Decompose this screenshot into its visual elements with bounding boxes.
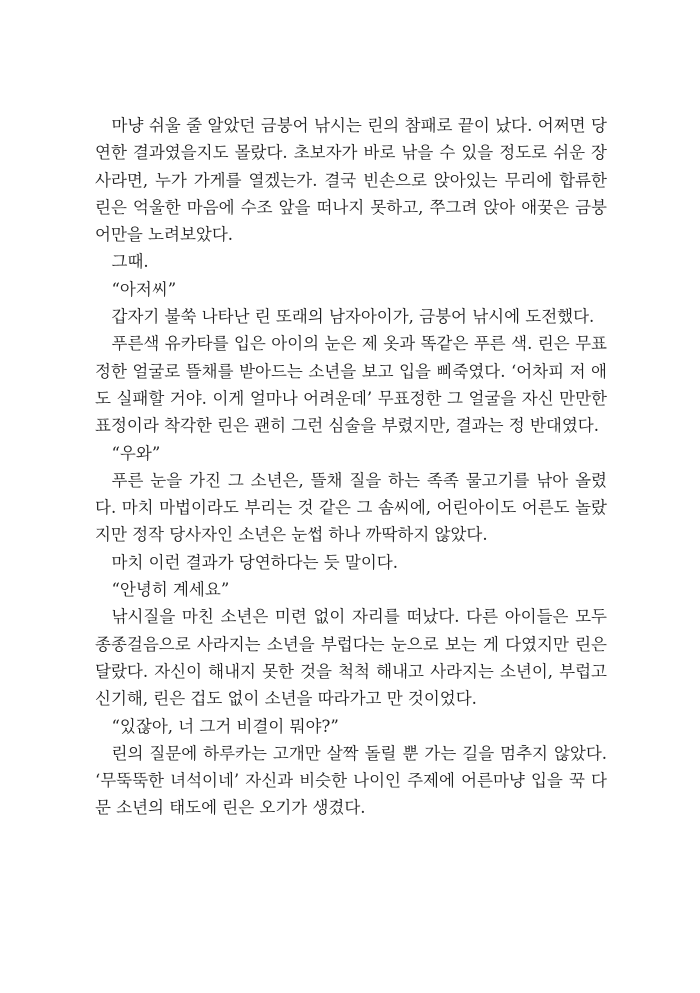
paragraph-4: 갑자기 불쑥 나타난 린 또래의 남자아이가, 금붕어 낚시에 도전했다. xyxy=(111,307,595,327)
paragraph-11: “있잖아, 너 그거 비결이 뭐야?” xyxy=(111,716,339,736)
paragraph-3: “아저씨” xyxy=(111,279,177,299)
body-text xyxy=(95,112,607,822)
paragraph-7: 푸른 눈을 가진 그 소년은, 뜰채 질을 하는 족족 물고기를 낚아 올렸다. 마치 마법이라도 부리는 것 같은 그 솜씨에, 어린아이도 어른도 놀랐지만 정작 당사자인 소년은 눈썹 하나 까딱하지 않았다. xyxy=(95,470,607,545)
paragraph-8: 마치 이런 결과가 당연하다는 듯 말이다. xyxy=(111,552,398,572)
paragraph-5: 푸른색 유카타를 입은 아이의 눈은 제 옷과 똑같은 푸른 색. 린은 무표정한 얼굴로 뜰채를 받아드는 소년을 보고 입을 삐죽였다. ‘어차피 저 애도 실패할 거야. 이게 얼마나 어려운데’ 무표정한 그 얼굴을 자신 만만한 표정이라 착각한 린은 괜히 그런 심술을 부렸지만, 결과는 정 반대였다. xyxy=(95,334,607,436)
paragraph-10: 낚시질을 마친 소년은 미련 없이 자리를 떠났다. 다른 아이들은 모두 종종걸음으로 사라지는 소년을 부럽다는 눈으로 보는 게 다였지만 린은 달랐다. 자신이 해내지 못한 것을 척척 해내고 사라지는 소년이, 부럽고 신기해, 린은 겁도 없이 소년을 따라가고 만 것이었다. xyxy=(95,607,607,709)
paragraph-2: 그때. xyxy=(111,252,149,272)
paragraph-1: 마냥 쉬울 줄 알았던 금붕어 낚시는 린의 참패로 끝이 났다. 어쩌면 당연한 결과였을지도 몰랐다. 초보자가 바로 낚을 수 있을 정도로 쉬운 장사라면, 누가 가게를 열겠는가. 결국 빈손으로 앉아있는 무리에 합류한 린은 억울한 마음에 수조 앞을 떠나지 못하고, 쭈그려 앉아 애꿎은 금붕어만을 노려보았다. xyxy=(95,116,607,245)
paragraph-9: “안녕히 계세요” xyxy=(111,580,230,600)
paragraph-12: 린의 질문에 하루카는 고개만 살짝 돌릴 뿐 가는 길을 멈추지 않았다. ‘무뚝뚝한 녀석이네’ 자신과 비슷한 나이인 주제에 어른마냥 입을 꾹 다문 소년의 태도에 린은 오기가 생겼다. xyxy=(95,743,607,818)
paragraph-6: “우와” xyxy=(111,443,161,463)
